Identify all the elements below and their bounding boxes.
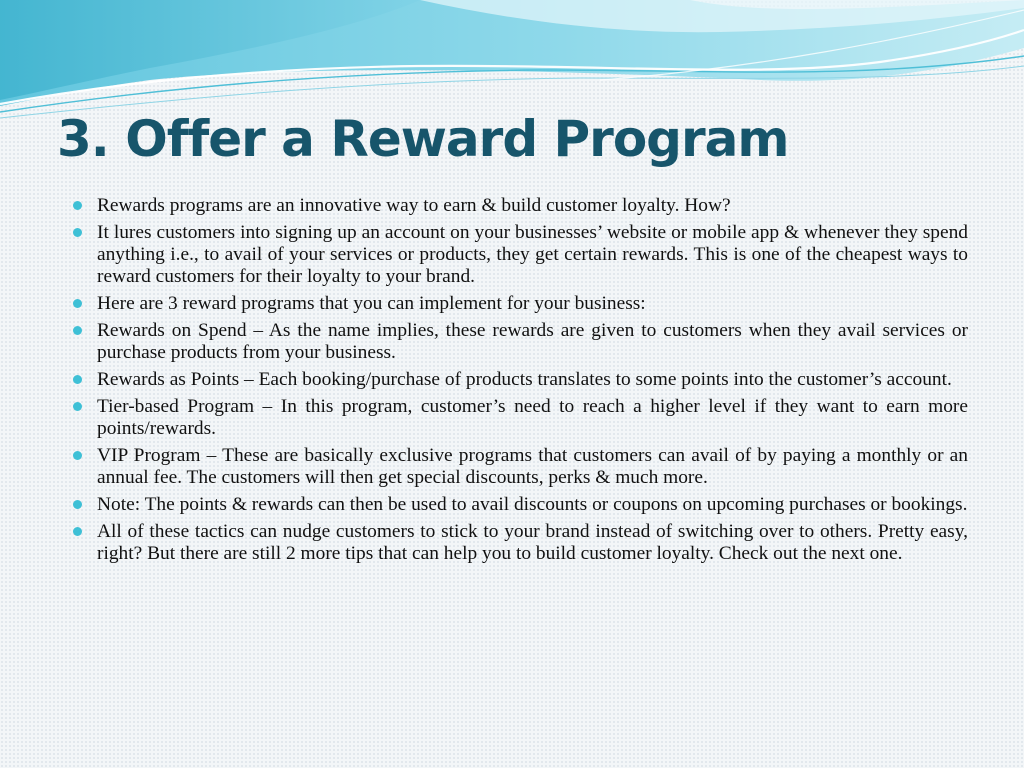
slide-title: 3. Offer a Reward Program xyxy=(57,110,789,168)
bullet-dot-icon xyxy=(73,500,82,509)
bullet-text: Tier-based Program – In this program, customer’s need to reach a higher level if they want to earn more points/rewards. xyxy=(97,396,968,439)
bullet-text: Rewards programs are an innovative way to earn & build customer loyalty. How? xyxy=(97,195,731,216)
bullet-dot-icon xyxy=(73,299,82,308)
bullet-item xyxy=(70,369,968,391)
bullet-item xyxy=(70,293,968,315)
bullet-text: VIP Program – These are basically exclusive programs that customers can avail of by paying a monthly or an annual fee. The customers will then get special discounts, perks & much more. xyxy=(97,445,968,488)
bullet-dot-icon xyxy=(73,527,82,536)
bullet-dot-icon xyxy=(73,201,82,210)
bullet-item xyxy=(70,222,968,288)
bullet-item xyxy=(70,445,968,489)
bullet-text: Note: The points & rewards can then be used to avail discounts or coupons on upcoming purchases or bookings. xyxy=(97,494,968,515)
bullet-item xyxy=(70,521,968,565)
bullet-list xyxy=(70,195,968,570)
bullet-dot-icon xyxy=(73,326,82,335)
bullet-text: Here are 3 reward programs that you can implement for your business: xyxy=(97,293,646,314)
bullet-item xyxy=(70,494,968,516)
bullet-text: Rewards on Spend – As the name implies, these rewards are given to customers when they avail services or purchase products from your business. xyxy=(97,320,968,363)
bullet-dot-icon xyxy=(73,228,82,237)
bullet-dot-icon xyxy=(73,451,82,460)
bullet-text: All of these tactics can nudge customers to stick to your brand instead of switching over to others. Pretty easy, right? But there are still 2 more tips that can help you to build customer loyalty. Check out the next one. xyxy=(97,521,968,564)
bullet-dot-icon xyxy=(73,375,82,384)
bullet-text: It lures customers into signing up an account on your businesses’ website or mobile app & whenever they spend anything i.e., to avail of your services or products, they get certain rewards. This is one of the cheapest ways to reward customers for their loyalty to your brand. xyxy=(97,222,968,287)
bullet-text: Rewards as Points – Each booking/purchase of products translates to some points into the customer’s account. xyxy=(97,369,952,390)
bullet-item xyxy=(70,396,968,440)
bullet-dot-icon xyxy=(73,402,82,411)
bullet-item xyxy=(70,320,968,364)
bullet-item xyxy=(70,195,968,217)
